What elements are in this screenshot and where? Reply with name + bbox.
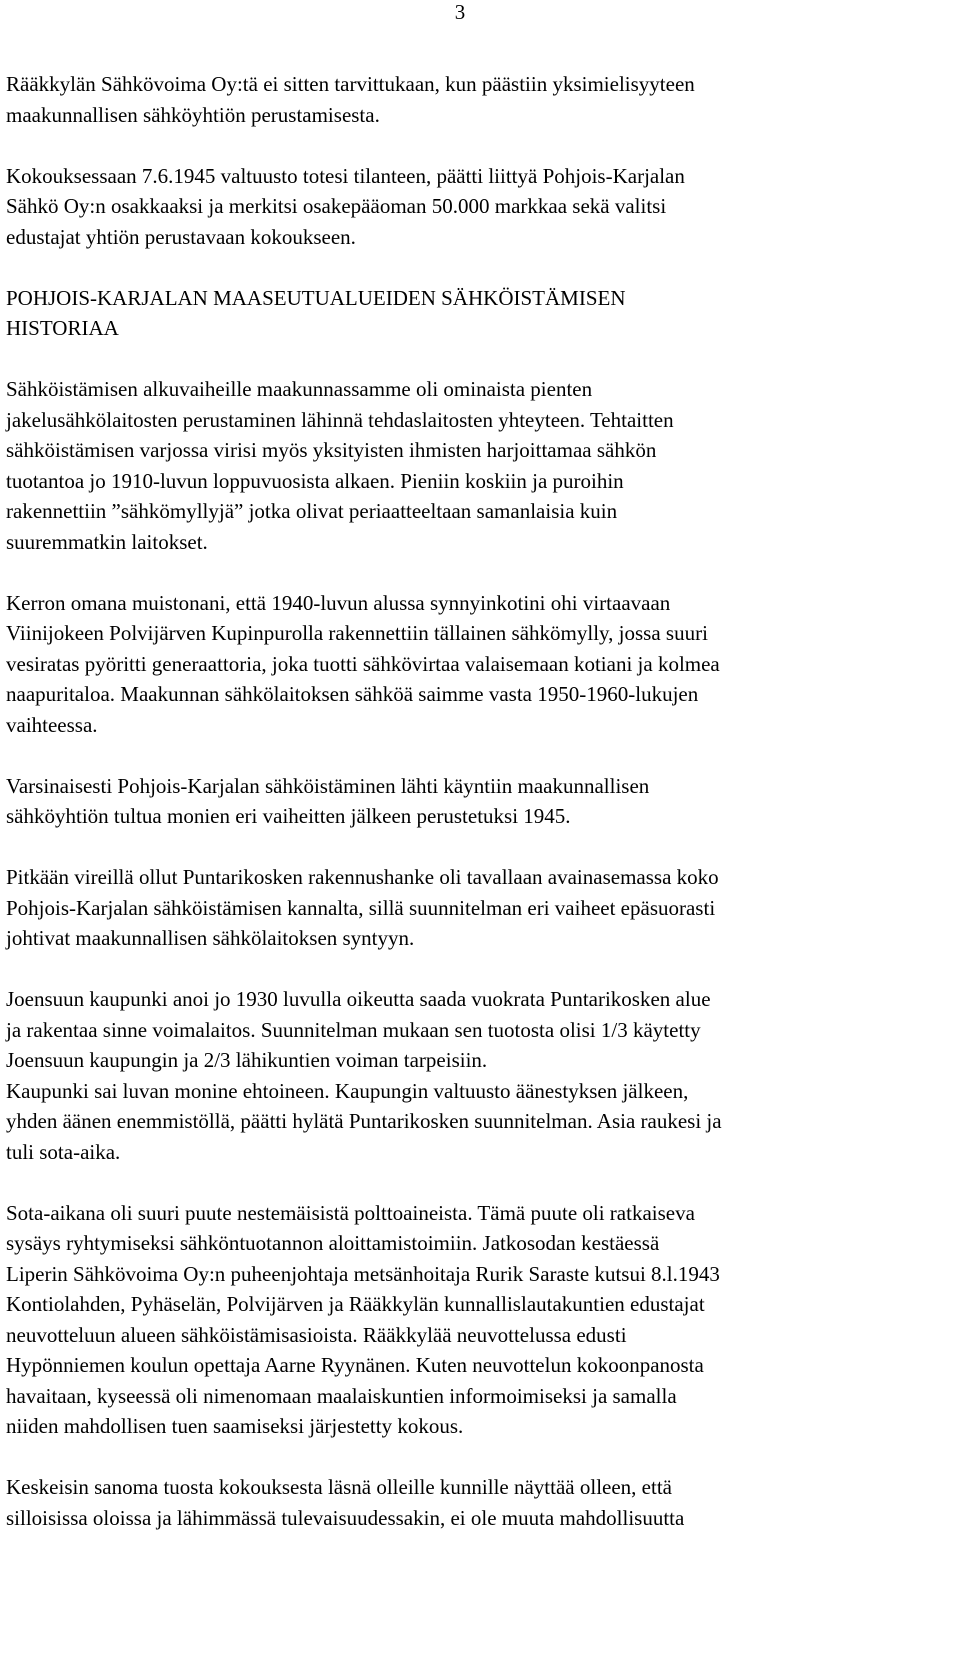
text-line: Kontiolahden, Pyhäselän, Polvijärven ja Rääkkylän kunnallislautakuntien edustajat (6, 1292, 705, 1316)
text-line: Sähkö Oy:n osakkaaksi ja merkitsi osakepääoman 50.000 markkaa sekä valitsi (6, 194, 667, 218)
text-line: jakelusähkölaitosten perustaminen lähinnä tehdaslaitosten yhteyteen. Tehtaitten (6, 407, 674, 432)
paragraph-gap (6, 740, 954, 771)
paragraph-gap (6, 1167, 954, 1198)
text-line: niiden mahdollisen tuen saamiseksi järjestetty kokous. (6, 1414, 464, 1438)
paragraph-gap (6, 557, 954, 588)
text-line: Joensuun kaupunki anoi jo 1930 luvulla oikeutta saada vuokrata Puntarikosken alue (6, 987, 711, 1011)
paragraph (6, 1472, 954, 1533)
document-body (6, 69, 954, 1533)
text-line: silloisissa oloissa ja lähimmässä tulevaisuudessakin, ei ole muuta mahdollisuutta (6, 1505, 685, 1530)
text-line: Kokouksessaan 7.6.1945 valtuusto totesi tilanteen, päätti liittyä Pohjois-Karjalan (6, 163, 685, 188)
heading-line: HISTORIAA (6, 316, 119, 340)
paragraph (6, 588, 954, 741)
paragraph (6, 984, 954, 1167)
paragraph-gap (6, 832, 954, 863)
text-line: neuvotteluun alueen sähköistämisasioista. Rääkkylää neuvottelussa edusti (6, 1322, 627, 1347)
text-line: sähköyhtiön tultua monien eri vaiheitten jälkeen perustetuksi 1945. (6, 804, 571, 828)
text-line: suuremmatkin laitokset. (6, 529, 208, 554)
text-line: havaitaan, kyseessä oli nimenomaan maalaiskuntien informoimiseksi ja samalla (6, 1383, 677, 1408)
text-line: Varsinaisesti Pohjois-Karjalan sähköistäminen lähti käyntiin maakunnallisen (6, 773, 650, 798)
text-line: rakennettiin ”sähkömyllyjä” jotka olivat periaatteeltaan samanlaisia kuin (6, 499, 618, 523)
text-line: tuotantoa jo 1910-luvun loppuvuosista alkaen. Pieniin koskiin ja puroihin (6, 468, 624, 493)
paragraph-gap (6, 252, 954, 283)
text-line: maakunnallisen sähköyhtiön perustamisesta. (6, 102, 380, 127)
paragraph-gap (6, 1442, 954, 1473)
text-line: ja rakentaa sinne voimalaitos. Suunnitelman mukaan sen tuotosta olisi 1/3 käytetty (6, 1017, 701, 1042)
text-line: Kerron omana muistonani, että 1940-luvun alussa synnyinkotini ohi virtaavaan (6, 590, 671, 615)
paragraph (6, 161, 954, 253)
text-line: Sota-aikana oli suuri puute nestemäisistä polttoaineista. Tämä puute oli ratkaiseva (6, 1200, 695, 1225)
text-line: tuli sota-aika. (6, 1139, 121, 1164)
text-line: naapuritaloa. Maakunnan sähkölaitoksen sähköä saimme vasta 1950-1960-lukujen (6, 682, 699, 706)
text-line: Joensuun kaupungin ja 2/3 lähikuntien voiman tarpeisiin. (6, 1048, 488, 1072)
paragraph (6, 862, 954, 954)
text-line: Hypönniemen koulun opettaja Aarne Ryynänen. Kuten neuvottelun kokoonpanosta (6, 1353, 704, 1377)
text-line: sysäys ryhtymiseksi sähköntuotannon aloittamistoimiin. Jatkosodan kestäessä (6, 1231, 660, 1255)
text-line: Sähköistämisen alkuvaiheille maakunnassamme oli ominaista pienten (6, 377, 593, 401)
text-line: yhden äänen enemmistöllä, päätti hylätä Puntarikosken suunnitelman. Asia raukesi ja (6, 1109, 722, 1133)
paragraph-gap (6, 130, 954, 161)
text-line: Liperin Sähkövoima Oy:n puheenjohtaja metsänhoitaja Rurik Saraste kutsui 8.l.1943 (6, 1261, 720, 1286)
text-line: Kaupunki sai luvan monine ehtoineen. Kaupungin valtuusto äänestyksen jälkeen, (6, 1078, 689, 1103)
page-number: 3 (454, 0, 466, 24)
paragraph (6, 69, 954, 130)
text-line: johtivat maakunnallisen sähkölaitoksen syntyyn. (6, 926, 415, 950)
text-line: edustajat yhtiön perustavaan kokoukseen. (6, 224, 356, 249)
section-heading (6, 283, 954, 344)
text-line: Keskeisin sanoma tuosta kokouksesta läsnä olleille kunnille näyttää olleen, että (6, 1475, 672, 1499)
paragraph (6, 771, 954, 832)
text-line: Pitkään vireillä ollut Puntarikosken rakennushanke oli tavallaan avainasemassa koko (6, 865, 719, 889)
paragraph-gap (6, 954, 954, 985)
text-line: Viinijokeen Polvijärven Kupinpurolla rakennettiin tällainen sähkömylly, jossa suuri (6, 621, 708, 645)
text-line: Pohjois-Karjalan sähköistämisen kannalta, sillä suunnitelman eri vaiheet epäsuorasti (6, 895, 716, 920)
text-line: vaihteessa. (6, 712, 98, 737)
paragraph (6, 1198, 954, 1442)
heading-line: POHJOIS-KARJALAN MAASEUTUALUEIDEN SÄHKÖISTÄMISEN (6, 285, 626, 310)
paragraph-gap (6, 344, 954, 375)
text-line: sähköistämisen varjossa virisi myös yksityisten ihmisten harjoittamaa sähkön (6, 438, 657, 462)
paragraph (6, 374, 954, 557)
text-line: vesiratas pyöritti generaattoria, joka tuotti sähkövirtaa valaisemaan kotiani ja kolmea (6, 651, 720, 676)
text-line: Rääkkylän Sähkövoima Oy:tä ei sitten tarvittukaan, kun päästiin yksimielisyyteen (6, 72, 695, 96)
